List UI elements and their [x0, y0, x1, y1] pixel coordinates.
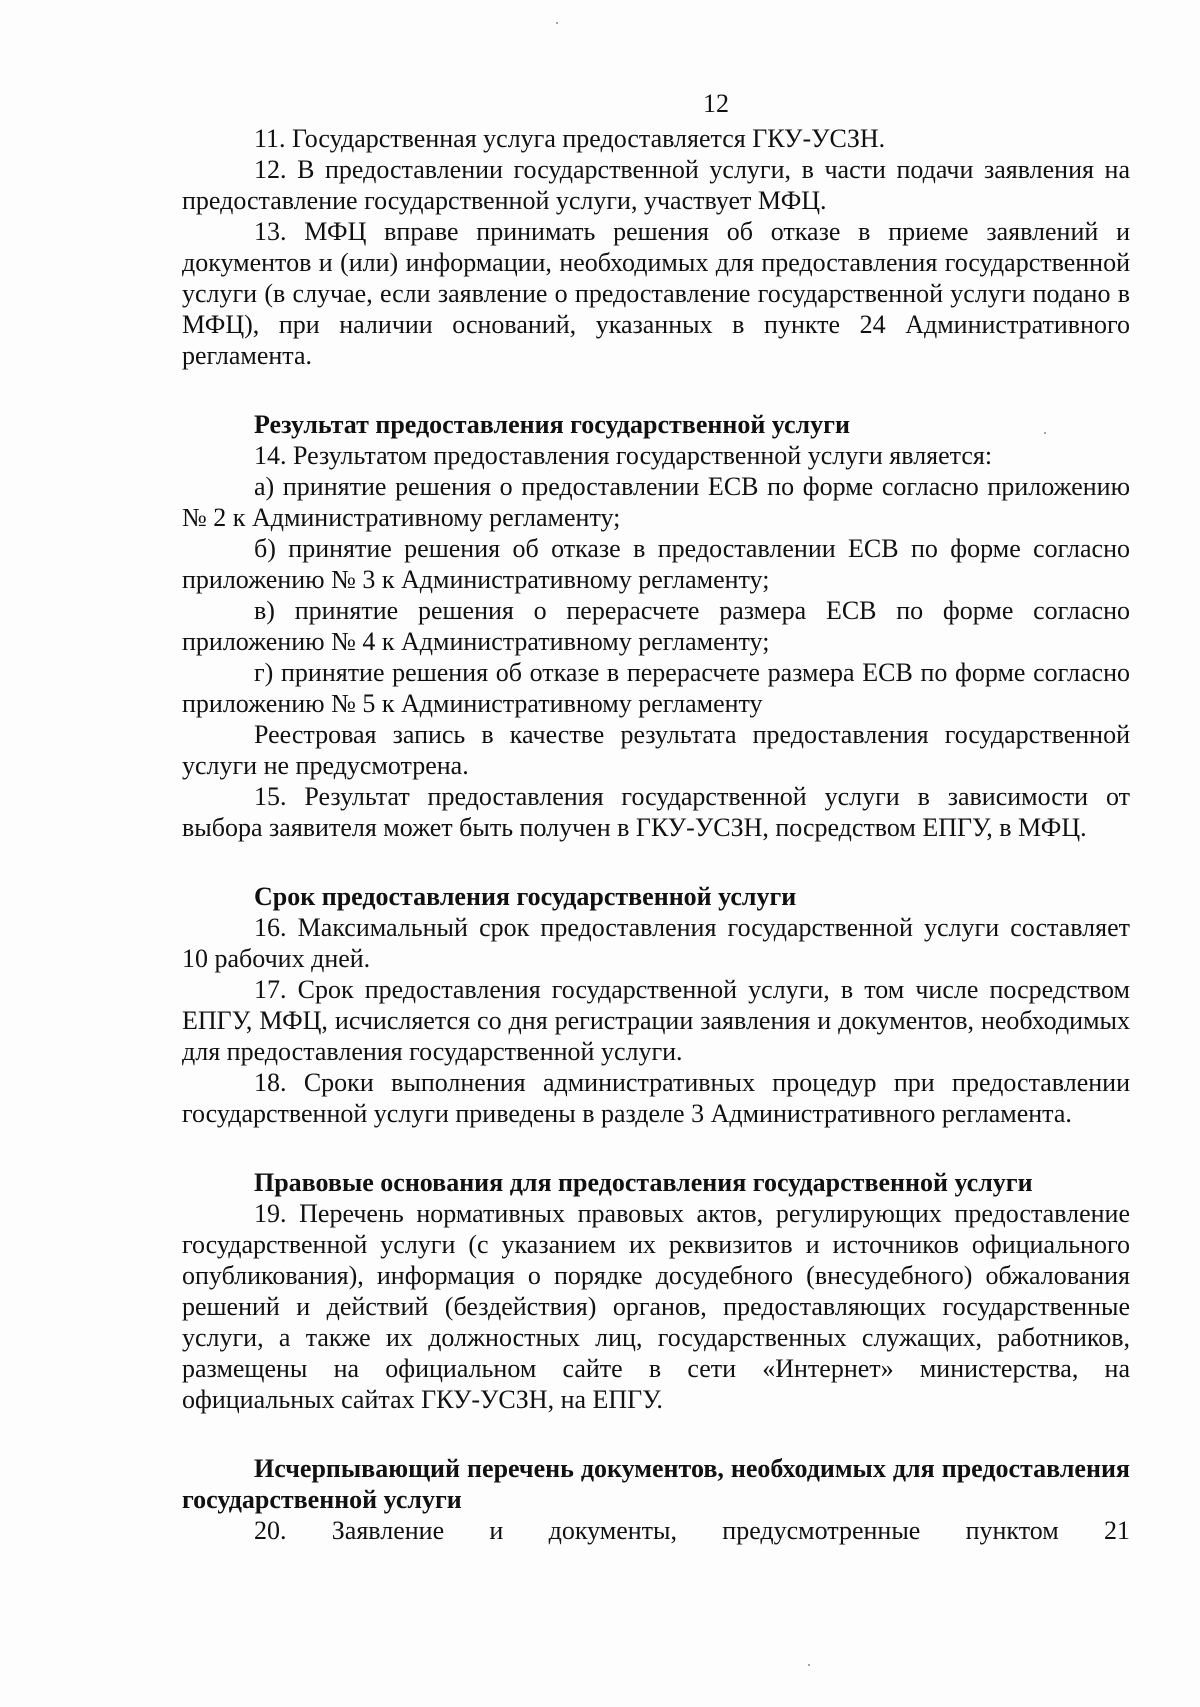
paragraph-14a: а) принятие решения о предоставлении ЕСВ по форме согласно приложению № 2 к Административному регламенту;: [182, 472, 1130, 532]
section-gap: [182, 371, 1130, 409]
section-heading-result: Результат предоставления государственной услуги: [254, 410, 850, 439]
scan-speck: [808, 1664, 810, 1666]
section-gap: [182, 1129, 1130, 1167]
section-gap: [182, 1415, 1130, 1453]
paragraph-14: 14. Результатом предоставления государственной услуги является:: [254, 441, 993, 470]
section-gap: [182, 843, 1130, 881]
paragraph-13: 13. МФЦ вправе принимать решения об отказе в приеме заявлений и документов и (или) информации, необходимых для предоставления государственной услуги (в случае, если заявление о предоставление государственной услуги подано в МФЦ), при наличии оснований, указанных в пункте 24 Административного регламента.: [182, 217, 1130, 370]
paragraph-14d: г) принятие решения об отказе в перерасчете размера ЕСВ по форме согласно приложению № 5 к Административному регламенту: [182, 658, 1130, 718]
paragraph-20: 20. Заявление и документы, предусмотренные пунктом 21: [254, 1516, 1130, 1545]
page-number: 12: [703, 89, 729, 118]
paragraph-14b: б) принятие решения об отказе в предоставлении ЕСВ по форме согласно приложению № 3 к Административному регламенту;: [182, 534, 1130, 594]
scan-speck: [556, 22, 558, 24]
paragraph-registry-note: Реестровая запись в качестве результата предоставления государственной услуги не предусмотрена.: [182, 720, 1130, 780]
document-body: [182, 88, 1130, 1546]
paragraph-15: 15. Результат предоставления государственной услуги в зависимости от выбора заявителя может быть получен в ГКУ-УСЗН, посредством ЕПГУ, в МФЦ.: [182, 782, 1130, 842]
paragraph-11: 11. Государственная услуга предоставляется ГКУ-УСЗН.: [254, 124, 886, 153]
paragraph-16: 16. Максимальный срок предоставления государственной услуги составляет 10 рабочих дней.: [182, 913, 1130, 973]
section-heading-term: Срок предоставления государственной услуги: [254, 882, 797, 911]
paragraph-19: 19. Перечень нормативных правовых актов, регулирующих предоставление государственной услуги (с указанием их реквизитов и источников официального опубликования), информация о порядке досудебного (внесудебного) обжалования решений и действий (бездействия) органов, предоставляющих государственные услуги, а также их должностных лиц, государственных служащих, работников, размещены на официальном сайте в сети «Интернет» министерства, на официальных сайтах ГКУ-УСЗН, на ЕПГУ.: [182, 1199, 1130, 1414]
paragraph-17: 17. Срок предоставления государственной услуги, в том числе посредством ЕПГУ, МФЦ, исчисляется со дня регистрации заявления и документов, необходимых для предоставления государственной услуги.: [182, 975, 1130, 1066]
paragraph-18: 18. Сроки выполнения административных процедур при предоставлении государственной услуги приведены в разделе 3 Административного регламента.: [182, 1068, 1130, 1128]
paragraph-12: 12. В предоставлении государственной услуги, в части подачи заявления на предоставление государственной услуги, участвует МФЦ.: [182, 155, 1130, 215]
section-heading-legal: Правовые основания для предоставления государственной услуги: [254, 1168, 1033, 1197]
paragraph-14c: в) принятие решения о перерасчете размера ЕСВ по форме согласно приложению № 4 к Административному регламенту;: [182, 596, 1130, 656]
section-heading-documents: Исчерпывающий перечень документов, необходимых для предоставления государственной услуги: [182, 1454, 1130, 1514]
